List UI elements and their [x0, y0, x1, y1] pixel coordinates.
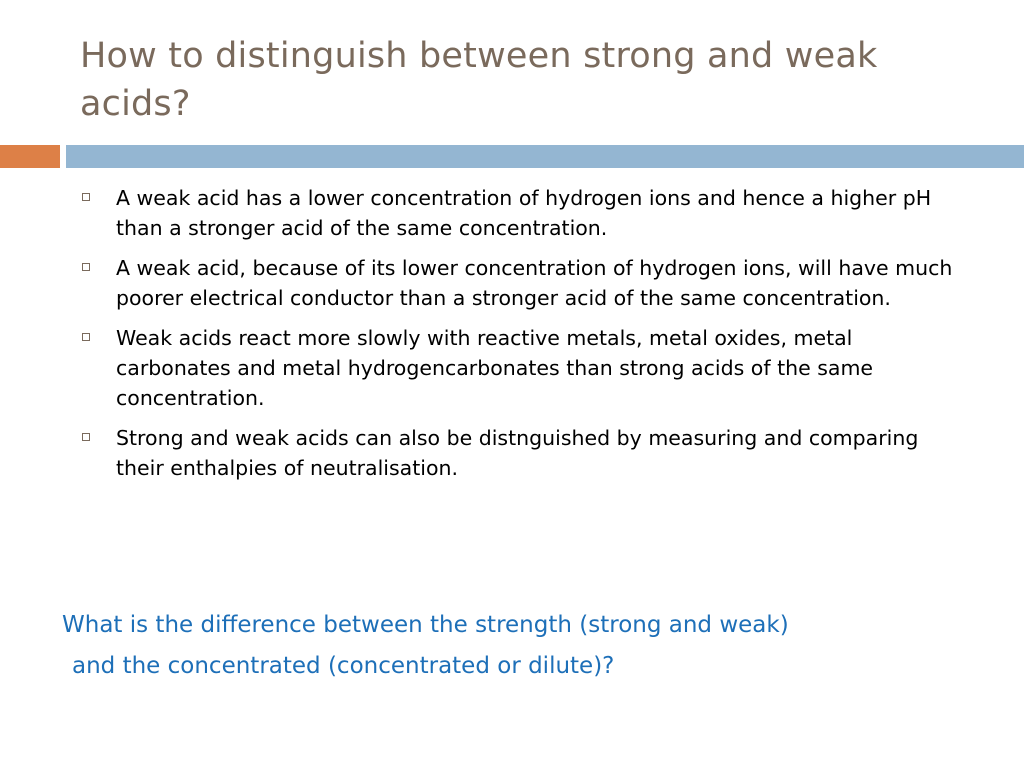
- bullet-item: [80, 323, 960, 413]
- hollow-square-bullet-icon: [82, 263, 90, 271]
- discussion-question: [62, 605, 962, 687]
- bullet-item: [80, 183, 960, 243]
- bullet-text: Weak acids react more slowly with reactive metals, metal oxides, metal carbonates and metal hydrogencarbonates than strong acids of the same concentration.: [116, 326, 874, 410]
- bullet-list: [80, 183, 960, 493]
- hollow-square-bullet-icon: [82, 193, 90, 201]
- bullet-item: [80, 423, 960, 483]
- bullet-text: Strong and weak acids can also be distnguished by measuring and comparing their enthalpies of neutralisation.: [116, 426, 919, 480]
- question-line-1: What is the difference between the strength (strong and weak): [62, 612, 789, 638]
- hollow-square-bullet-icon: [82, 333, 90, 341]
- slide-title: How to distinguish between strong and weak acids?: [80, 36, 878, 124]
- bullet-item: [80, 253, 960, 313]
- question-line-2: and the concentrated (concentrated or dilute)?: [72, 653, 615, 679]
- hollow-square-bullet-icon: [82, 433, 90, 441]
- bullet-text: A weak acid, because of its lower concentration of hydrogen ions, will have much poorer electrical conductor than a stronger acid of the same concentration.: [116, 256, 953, 310]
- accent-bar-blue: [66, 145, 1024, 168]
- accent-bar-orange: [0, 145, 60, 168]
- bullet-text: A weak acid has a lower concentration of hydrogen ions and hence a higher pH than a stronger acid of the same concentration.: [116, 186, 932, 240]
